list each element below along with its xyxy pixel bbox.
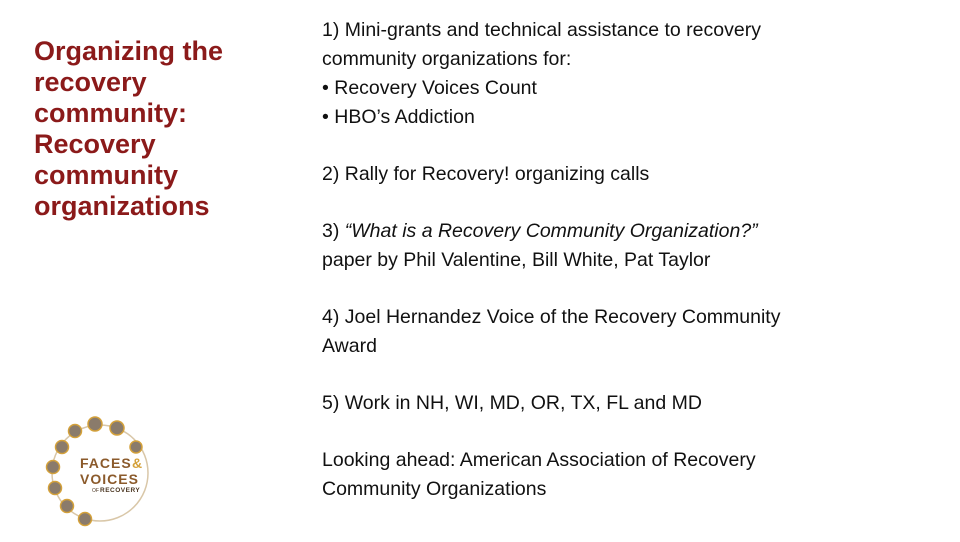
text-line: 1) Mini-grants and technical assistance to recovery (322, 19, 761, 41)
title-line: Organizing the (34, 36, 223, 66)
paper-title: “What is a Recovery Community Organization?” (344, 220, 758, 242)
logo-ampersand: & (132, 455, 143, 471)
title-line: community: (34, 98, 188, 128)
title-line: community (34, 160, 179, 190)
logo-graphic (40, 414, 160, 532)
bullet-recovery-voices-count: • Recovery Voices Count (322, 77, 537, 99)
item-looking-ahead (322, 446, 942, 504)
item-number: 3) (322, 220, 345, 242)
title-line: recovery (34, 67, 147, 97)
logo-word-voices: VOICES (80, 471, 139, 487)
portrait-icon (47, 461, 60, 474)
text-line (322, 217, 942, 246)
item-states-work (322, 389, 942, 418)
portrait-icon (61, 500, 74, 513)
text-line: 5) Work in NH, WI, MD, OR, TX, FL and MD (322, 392, 702, 414)
text-line: 2) Rally for Recovery! organizing calls (322, 163, 650, 185)
portrait-icon (88, 417, 102, 431)
item-rco-paper (322, 217, 942, 275)
portrait-icon (56, 441, 69, 454)
portrait-icon (49, 482, 62, 495)
text-line: paper by Phil Valentine, Bill White, Pat Taylor (322, 249, 711, 271)
portrait-icon (110, 421, 124, 435)
item-joel-hernandez-award (322, 303, 942, 361)
bullet-hbo-addiction: • HBO’s Addiction (322, 106, 475, 128)
title-line: Recovery (34, 129, 156, 159)
logo-word-recovery: RECOVERY (100, 487, 141, 494)
text-line: Award (322, 335, 377, 357)
portrait-icon (79, 513, 92, 526)
slide-title (34, 36, 304, 222)
text-line: Looking ahead: American Association of Recovery (322, 449, 756, 471)
item-mini-grants (322, 16, 942, 132)
faces-voices-logo (40, 414, 160, 532)
logo-word-of: OF (92, 488, 99, 494)
title-line: organizations (34, 191, 210, 221)
text-line: community organizations for: (322, 48, 572, 70)
logo-word-faces: FACES (80, 455, 132, 471)
portrait-icon (69, 425, 82, 438)
item-rally-for-recovery (322, 160, 942, 189)
text-line: 4) Joel Hernandez Voice of the Recovery Community (322, 306, 781, 328)
portrait-icon (130, 441, 142, 453)
slide-body (322, 16, 942, 504)
text-line: Community Organizations (322, 478, 547, 500)
